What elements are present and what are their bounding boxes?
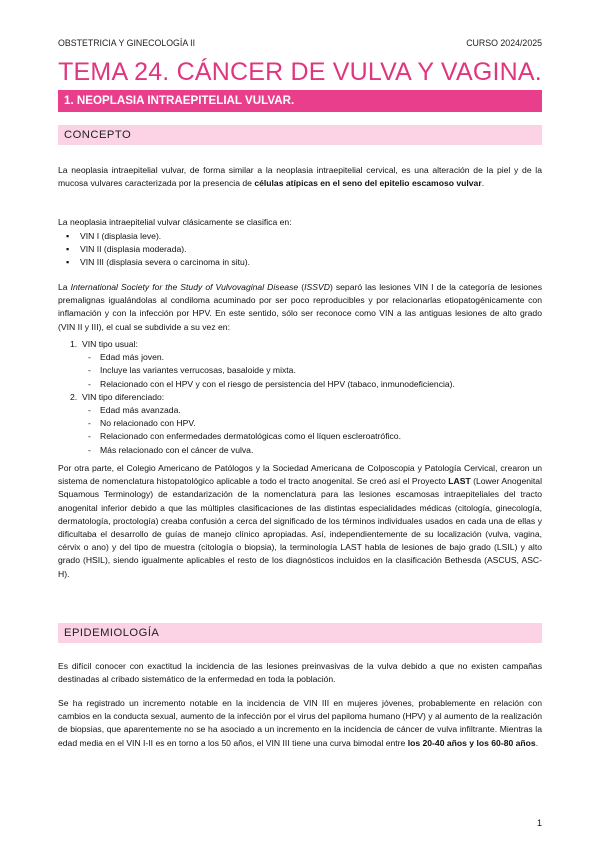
list-item: - Relacionado con enfermedades dermatológicas como el líquen escleroatrófico. — [58, 430, 542, 443]
list-item: - Edad más joven. — [58, 351, 542, 364]
list-item: ▪ VIN III (displasia severa o carcinoma in situ). — [58, 256, 542, 269]
concepto-paragraph-1: La neoplasia intraepitelial vulvar, de forma similar a la neoplasia intraepitelial cervical, es una alteración de la piel y de la mucosa vulvares caracterizada por la presencia de células atípicas en el seno del epitelio escamoso vulvar. — [58, 165, 542, 189]
list-item: - Relacionado con el HPV y con el riesgo de persistencia del HPV (tabaco, inmunodeficiencia). — [58, 378, 542, 391]
concepto-heading: CONCEPTO — [58, 125, 542, 145]
course-year: CURSO 2024/2025 — [466, 38, 542, 48]
list-item: 1. VIN tipo usual: — [70, 339, 138, 349]
epidemiologia-heading: EPIDEMIOLOGÍA — [58, 623, 542, 643]
page-header — [58, 38, 542, 52]
vin-types-list — [58, 338, 542, 457]
epidemiologia-paragraph-2: Se ha registrado un incremento notable en la incidencia de VIN III en mujeres jóvenes, probablemente en relación con cambios en la conducta sexual, aumento de la infección por el virus del papiloma humano (HPV) y al aumento de la realización de biopsias, que aparentemente no se ha asociado a un incremento en la incidencia de cáncer de vulva infiltrante. Mientras la edad media en el VIN I-II es en torno a los 50 años, el VIN III tiene una curva bimodal entre los 20-40 años y los 60-80 años. — [58, 698, 542, 748]
list-item: - No relacionado con HPV. — [58, 417, 542, 430]
concepto-paragraph-4: Por otra parte, el Colegio Americano de Patólogos y la Sociedad Americana de Colposcopia y Patología Cervical, crearon un sistema de nomenclatura histopatológico aplicable a todo el tracto anogenital. Se creó así el Proyecto LAST (Lower Anogenital Squamous Terminology) de estandarización de la nomenclatura para las lesiones escamosas intraepiteliales del tracto anogenital inferior debido a que las múltiples clasificaciones de las distintas especialidades médicas (citología, ginecología, dermatología, proctología) creaba confusión a cerca del significado de los términos individuales usados en cada una de ellas y dificultaba el desarrollo de guías de manejo clínico apropiadas. Así, independientemente de su localización (vulva, vagina, cérvix o ano) y del tipo de muestra (citología o biopsia), la terminología LAST habla de lesiones de bajo grado (LSIL) y alto grado (HSIL), siendo igualmente aplicables el resto de los diagnósticos incluidos en la clasificación Bethesda (ASCUS, ASC-H). — [58, 463, 542, 579]
list-item: - Incluye las variantes verrucosas, basaloide y mixta. — [58, 364, 542, 377]
list-item: - Edad más avanzada. — [58, 404, 542, 417]
course-subject: OBSTETRICIA Y GINECOLOGÍA II — [58, 38, 196, 48]
list-item: 2. VIN tipo diferenciado: — [70, 391, 165, 402]
page-title: TEMA 24. CÁNCER DE VULVA Y VAGINA. — [58, 58, 542, 86]
concepto-paragraph-3: La International Society for the Study of Vulvovaginal Disease (ISSVD) separó las lesiones VIN I de la categoría de lesiones premalignas igualándolas al condiloma acuminado por ser poco reproducibles y por relacionarlas etiopatogénicamente con inflamación y con la infección por HPV. En este sentido, sólo ser reconoce como VIN a las antiguas lesiones de alto grado (VIN II y III), el cual se subdivide a su vez en: — [58, 282, 543, 332]
list-item: - Más relacionado con el cáncer de vulva. — [58, 444, 542, 457]
list-item: ▪ VIN I (displasia leve). — [58, 230, 542, 243]
page-number: 1 — [536, 818, 542, 828]
epidemiologia-paragraph-1: Es difícil conocer con exactitud la incidencia de las lesiones preinvasivas de la vulva debido a que no existen campañas destinadas al cribado sistemático de la enfermedad en toda la población. — [58, 661, 542, 685]
list-item: ▪ VIN II (displasia moderada). — [58, 243, 542, 256]
concepto-paragraph-2: La neoplasia intraepitelial vulvar clásicamente se clasifica en: — [58, 217, 292, 227]
vin-classification-list — [58, 230, 542, 270]
section-heading: 1. NEOPLASIA INTRAEPITELIAL VULVAR. — [58, 90, 542, 112]
